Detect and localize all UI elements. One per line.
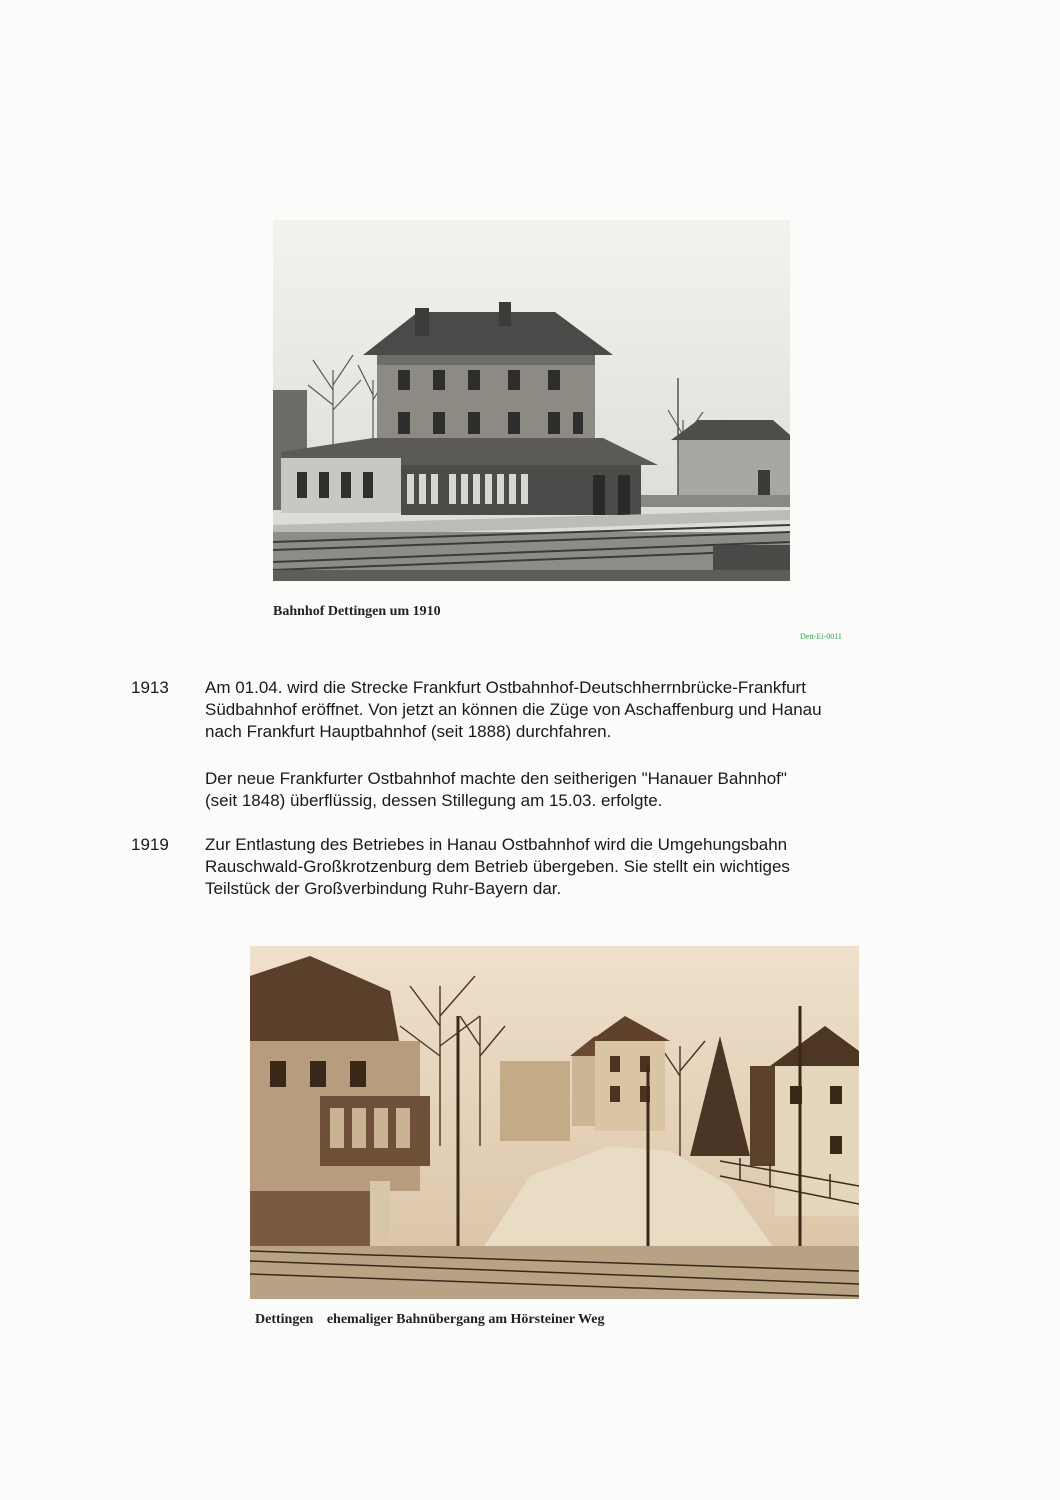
year-label: 1919 (131, 835, 169, 854)
text-line: Am 01.04. wird die Strecke Frankfurt Ostbahnhof-Deutschherrnbrücke-Frankfurt (205, 678, 806, 697)
text-line: Zur Entlastung des Betriebes in Hanau Ostbahnhof wird die Umgehungsbahn (205, 835, 788, 854)
level-crossing-photo (250, 946, 859, 1299)
text-line: Rauschwald-Großkrotzenburg dem Betrieb übergeben. Sie stellt ein wichtiges (205, 857, 790, 876)
text-line: nach Frankfurt Hauptbahnhof (seit 1888) durchfahren. (205, 722, 612, 741)
year-label: 1913 (131, 678, 169, 697)
photo-caption-station: Bahnhof Dettingen um 1910 (273, 604, 441, 619)
entry-paragraph (205, 768, 945, 812)
entry-paragraph (205, 677, 945, 743)
entry-paragraph (205, 834, 945, 900)
text-line: (seit 1848) überflüssig, dessen Stillegung am 15.03. erfolgte. (205, 791, 663, 810)
text-line: Südbahnhof eröffnet. Von jetzt an können die Züge von Aschaffenburg und Hanau (205, 700, 822, 719)
caption-place: Dettingen (255, 1312, 314, 1327)
caption-text: ehemaliger Bahnübergang am Hörsteiner Weg (326, 1312, 605, 1327)
station-photo-1910 (273, 220, 790, 581)
text-line: Der neue Frankfurter Ostbahnhof machte den seitherigen "Hanauer Bahnhof" (205, 769, 787, 788)
photo-caption-crossing (255, 1312, 604, 1328)
text-line: Teilstück der Großverbindung Ruhr-Bayern dar. (205, 879, 562, 898)
archive-reference-code: Dett-Ei-0011 (800, 632, 842, 641)
